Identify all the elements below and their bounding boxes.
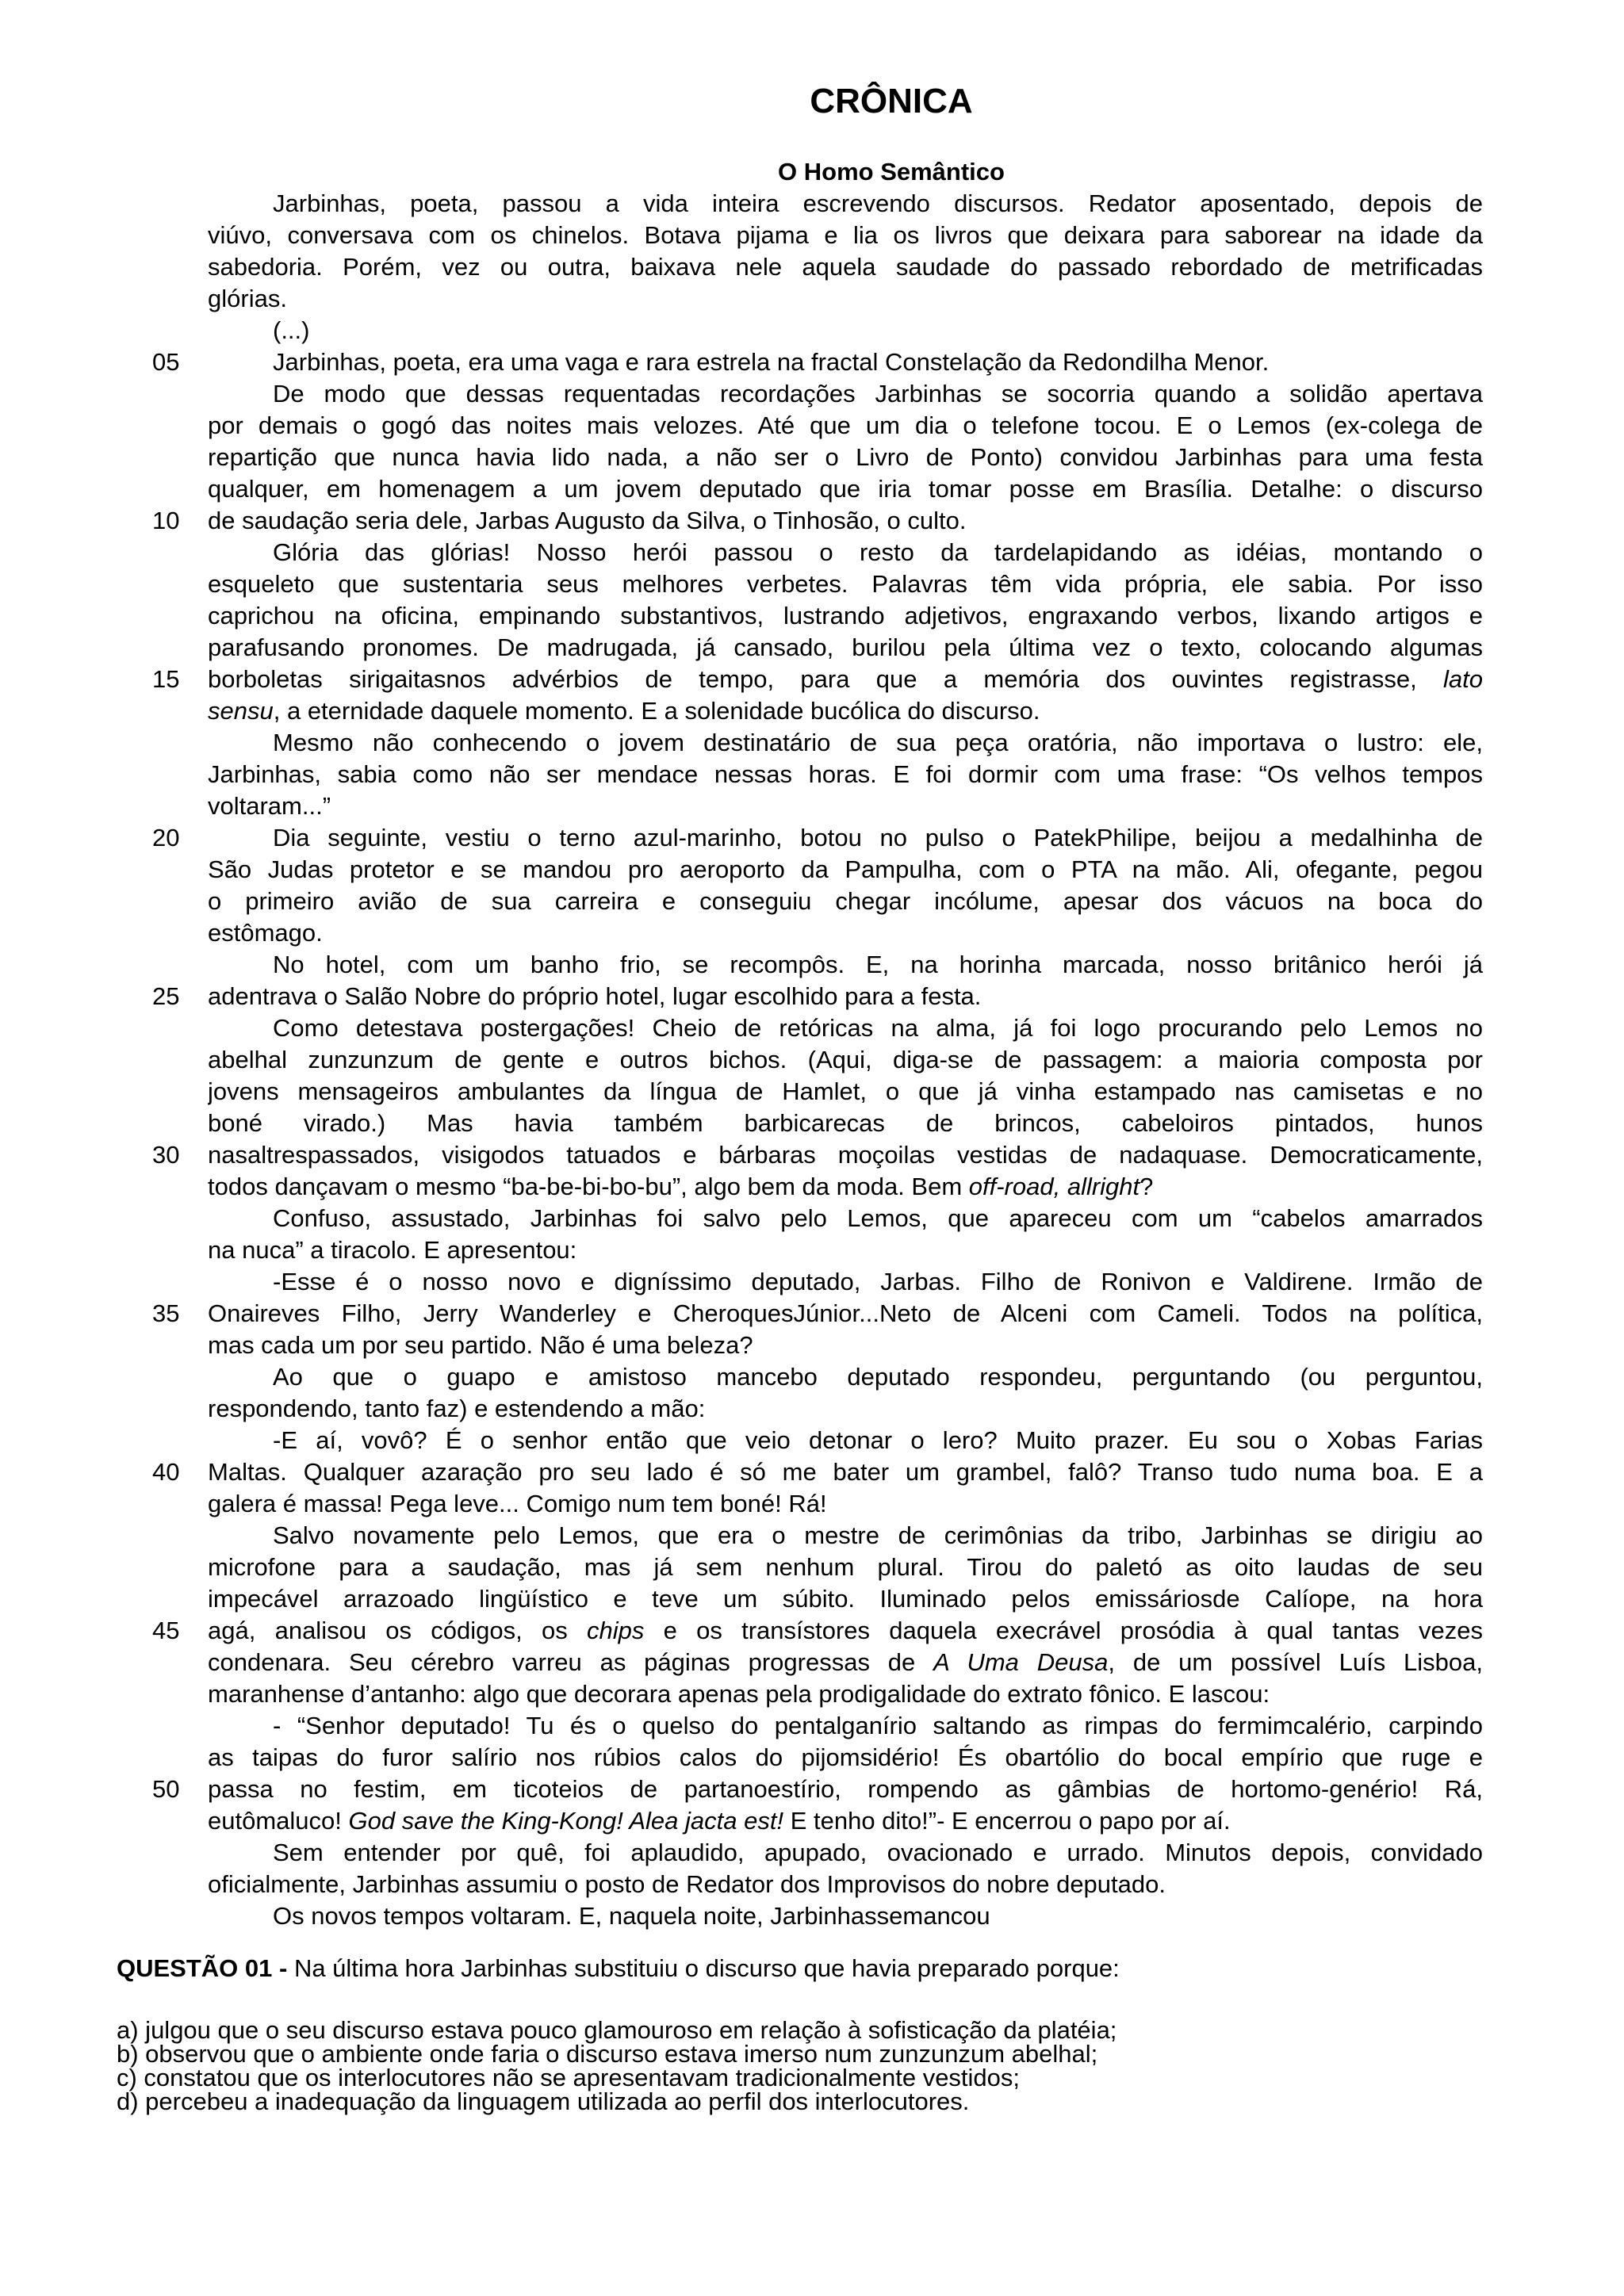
line-number: 05	[152, 348, 180, 376]
line-number: 40	[152, 1458, 180, 1486]
line-text: qualquer, em homenagem a um jovem deputado que iria tomar posse em Brasília. Detalhe: o discurso	[208, 475, 1483, 503]
line-text: Dia seguinte, vestiu o terno azul-marinho, botou no pulso o PatekPhilipe, beijou a medalhinha de	[273, 824, 1483, 851]
text-line	[208, 1837, 1483, 1869]
text-line	[208, 1678, 1483, 1710]
line-number: 15	[152, 665, 180, 693]
line-text: Como detestava postergações! Cheio de retóricas na alma, já foi logo procurando pelo Lemos no	[273, 1014, 1483, 1042]
text-line	[152, 346, 1483, 378]
line-text: oficialmente, Jarbinhas assumiu o posto de Redator dos Improvisos do nobre deputado.	[208, 1870, 1166, 1898]
line-text: sensu, a eternidade daquele momento. E a solenidade bucólica do discurso.	[208, 697, 1040, 725]
text-line	[208, 917, 1483, 949]
line-text: na nuca” a tiracolo. E apresentou:	[208, 1236, 577, 1264]
line-text: de saudação seria dele, Jarbas Augusto da Silva, o Tinhosão, o culto.	[208, 507, 967, 534]
text-line	[152, 505, 1483, 537]
line-text: estômago.	[208, 919, 323, 947]
text-line	[208, 410, 1483, 442]
text-line	[152, 1139, 1483, 1171]
text-line	[208, 220, 1483, 251]
text-line	[208, 854, 1483, 886]
line-text: adentrava o Salão Nobre do próprio hotel, lugar escolhido para a festa.	[208, 982, 982, 1010]
text-line	[208, 1647, 1483, 1678]
line-text: Mesmo não conhecendo o jovem destinatário de sua peça oratória, não importava o lustro: ele,	[273, 729, 1483, 756]
text-line	[208, 1044, 1483, 1076]
text-line	[208, 1203, 1483, 1234]
text-line	[152, 1298, 1483, 1330]
line-number: 35	[152, 1299, 180, 1327]
text-line	[208, 1393, 1483, 1425]
answer-option: d) percebeu a inadequação da linguagem utilizada ao perfil dos interlocutores.	[117, 2087, 970, 2115]
line-text: voltaram...”	[208, 792, 331, 820]
line-text: mas cada um por seu partido. Não é uma beleza?	[208, 1331, 753, 1359]
line-text: esqueleto que sustentaria seus melhores verbetes. Palavras têm vida própria, ele sabia. Por isso	[208, 570, 1483, 598]
text-line	[208, 378, 1483, 410]
answer-option: c) constatou que os interlocutores não se apresentavam tradicionalmente vestidos;	[117, 2064, 1021, 2091]
text-line	[208, 537, 1483, 568]
line-number: 25	[152, 982, 180, 1010]
line-text: (...)	[273, 316, 310, 344]
line-text: viúvo, conversava com os chinelos. Botava pijama e lia os livros que deixara para saborear na idade da	[208, 221, 1483, 249]
line-text: Ao que o guapo e amistoso mancebo deputado respondeu, perguntando (ou perguntou,	[273, 1363, 1483, 1391]
text-line	[208, 1012, 1483, 1044]
line-text: parafusando pronomes. De madrugada, já cansado, burilou pela última vez o texto, colocando algumas	[208, 633, 1483, 661]
line-number: 20	[152, 824, 180, 851]
line-text: Jarbinhas, poeta, era uma vaga e rara estrela na fractal Constelação da Redondilha Menor.	[273, 348, 1270, 376]
line-text: abelhal zunzunzum de gente e outros bichos. (Aqui, diga-se de passagem: a maioria composta por	[208, 1046, 1483, 1073]
text-line	[208, 188, 1483, 220]
text-line	[208, 1869, 1483, 1900]
text-line	[152, 664, 1483, 695]
line-text: eutômaluco! God save the King-Kong! Alea jacta est! E tenho dito!”- E encerrou o papo por aí.	[208, 1807, 1231, 1835]
text-line	[208, 1520, 1483, 1552]
question-prompt: Na última hora Jarbinhas substituiu o discurso que havia preparado porque:	[287, 1954, 1120, 1982]
text-line	[208, 1488, 1483, 1520]
line-number: 50	[152, 1775, 180, 1803]
text-line	[152, 1456, 1483, 1488]
question-01	[117, 1953, 1512, 1984]
line-text: sabedoria. Porém, vez ou outra, baixava nele aquela saudade do passado rebordado de metrificadas	[208, 253, 1483, 281]
line-text: respondendo, tanto faz) e estendendo a mão:	[208, 1395, 706, 1422]
text-line	[208, 600, 1483, 632]
line-text: No hotel, com um banho frio, se recompôs. E, na horinha marcada, nosso britânico herói já	[273, 951, 1483, 978]
line-text: Jarbinhas, sabia como não ser mendace nessas horas. E foi dormir com uma frase: “Os velhos tempos	[208, 760, 1483, 788]
line-number: 30	[152, 1141, 180, 1169]
line-number: 10	[152, 507, 180, 534]
page-title: CRÔNICA	[810, 82, 973, 121]
line-text: Maltas. Qualquer azaração pro seu lado é só me bater um grambel, falô? Transo tudo numa boa. E a	[208, 1458, 1483, 1486]
line-text: Salvo novamente pelo Lemos, que era o mestre de cerimônias da tribo, Jarbinhas se dirigiu ao	[273, 1521, 1483, 1549]
text-line	[208, 315, 1483, 346]
text-line	[152, 981, 1483, 1012]
text-line	[208, 1076, 1483, 1108]
text-line	[208, 1552, 1483, 1583]
line-text: De modo que dessas requentadas recordações Jarbinhas se socorria quando a solidão apertava	[273, 380, 1483, 408]
line-text: caprichou na oficina, empinando substantivos, lustrando adjetivos, engraxando verbos, lixando artigos e	[208, 602, 1483, 629]
chronicle-title: O Homo Semântico	[778, 158, 1005, 186]
text-line	[208, 251, 1483, 283]
line-text: passa no festim, em ticoteios de partanoestírio, rompendo as gâmbias de hortomo-genério! Rá,	[208, 1775, 1483, 1803]
text-line	[208, 283, 1483, 315]
text-line	[208, 1171, 1483, 1203]
text-line	[208, 1234, 1483, 1266]
text-line	[208, 1583, 1483, 1615]
text-line	[208, 790, 1483, 822]
text-line	[208, 1330, 1483, 1361]
line-text: impecável arrazoado lingüístico e teve um súbito. Iluminado pelos emissáriosde Calíope, na hora	[208, 1585, 1483, 1613]
text-line	[152, 1615, 1483, 1647]
line-text: o primeiro avião de sua carreira e conseguiu chegar incólume, apesar dos vácuos na boca do	[208, 887, 1483, 915]
line-text: Onaireves Filho, Jerry Wanderley e CheroquesJúnior...Neto de Alceni com Cameli. Todos na política,	[208, 1299, 1483, 1327]
text-line	[208, 1742, 1483, 1774]
line-text: Jarbinhas, poeta, passou a vida inteira escrevendo discursos. Redator aposentado, depois de	[273, 189, 1483, 217]
text-line	[208, 1710, 1483, 1742]
line-text: São Judas protetor e se mandou pro aeroporto da Pampulha, com o PTA na mão. Ali, ofegante, pegou	[208, 855, 1483, 883]
text-line	[208, 1805, 1483, 1837]
line-text: Glória das glórias! Nosso herói passou o resto da tardelapidando as idéias, montando o	[273, 538, 1483, 566]
line-text: jovens mensageiros ambulantes da língua de Hamlet, o que já vinha estampado nas camisetas e no	[208, 1077, 1483, 1105]
line-text: condenara. Seu cérebro varreu as páginas progressas de A Uma Deusa, de um possível Luís Lisboa,	[208, 1648, 1483, 1676]
question-label: QUESTÃO 01 -	[117, 1954, 288, 1982]
line-text: -Esse é o nosso novo e digníssimo deputado, Jarbas. Filho de Ronivon e Valdirene. Irmão de	[273, 1268, 1483, 1295]
line-text: Os novos tempos voltaram. E, naquela noite, Jarbinhassemancou	[273, 1902, 990, 1930]
line-text: por demais o gogó das noites mais velozes. Até que um dia o telefone tocou. E o Lemos (ex-colega de	[208, 411, 1483, 439]
text-line	[152, 1774, 1483, 1805]
line-text: -E aí, vovô? É o senhor então que veio detonar o lero? Muito prazer. Eu sou o Xobas Farias	[273, 1426, 1483, 1454]
text-line	[208, 442, 1483, 473]
text-line	[208, 759, 1483, 790]
line-text: galera é massa! Pega leve... Comigo num tem boné! Rá!	[208, 1490, 827, 1517]
line-text: Sem entender por quê, foi aplaudido, apupado, ovacionado e urrado. Minutos depois, convidado	[273, 1839, 1483, 1866]
text-line	[208, 473, 1483, 505]
line-text: repartição que nunca havia lido nada, a não ser o Livro de Ponto) convidou Jarbinhas para uma festa	[208, 443, 1483, 471]
chronicle-text	[152, 188, 1483, 1932]
line-text: microfone para a saudação, mas já sem nenhum plural. Tirou do paletó as oito laudas de seu	[208, 1553, 1483, 1581]
text-line	[208, 1108, 1483, 1139]
line-text: agá, analisou os códigos, os chips e os transístores daquela execrável prosódia à qual tantas vezes	[208, 1617, 1483, 1644]
text-line	[208, 1425, 1483, 1456]
line-text: nasaltrespassados, visigodos tatuados e bárbaras moçoilas vestidas de nadaquase. Democraticamente,	[208, 1141, 1483, 1169]
line-text: borboletas sirigaitasnos advérbios de tempo, para que a memória dos ouvintes registrasse, lato	[208, 665, 1483, 693]
text-line	[208, 632, 1483, 664]
answer-option: a) julgou que o seu discurso estava pouco glamouroso em relação à sofisticação da platéia;	[117, 2016, 1117, 2044]
text-line	[208, 886, 1483, 917]
text-line	[208, 1266, 1483, 1298]
line-text: as taipas do furor salírio nos rúbios calos do pijomsidério! És obartólio do bocal empírio que ruge e	[208, 1743, 1483, 1771]
text-line	[208, 1361, 1483, 1393]
line-number: 45	[152, 1617, 180, 1644]
line-text: glórias.	[208, 285, 287, 312]
text-line	[152, 822, 1483, 854]
text-line	[208, 727, 1483, 759]
line-text: todos dançavam o mesmo “ba-be-bi-bo-bu”, algo bem da moda. Bem off-road, allright?	[208, 1173, 1154, 1200]
line-text: - “Senhor deputado! Tu és o quelso do pentalganírio saltando as rimpas do fermimcalério, carpindo	[273, 1712, 1483, 1739]
line-text: maranhense d’antanho: algo que decorara apenas pela prodigalidade do extrato fônico. E lascou:	[208, 1680, 1270, 1708]
text-line	[208, 568, 1483, 600]
line-text: boné virado.) Mas havia também barbicarecas de brincos, cabeloiros pintados, hunos	[208, 1109, 1483, 1137]
text-line	[208, 1900, 1483, 1932]
answer-option: b) observou que o ambiente onde faria o discurso estava imerso num zunzunzum abelhal;	[117, 2040, 1098, 2068]
line-text: Confuso, assustado, Jarbinhas foi salvo pelo Lemos, que apareceu com um “cabelos amarrados	[273, 1204, 1483, 1232]
text-line	[208, 949, 1483, 981]
text-line	[208, 695, 1483, 727]
answer-options	[117, 2016, 1512, 2115]
